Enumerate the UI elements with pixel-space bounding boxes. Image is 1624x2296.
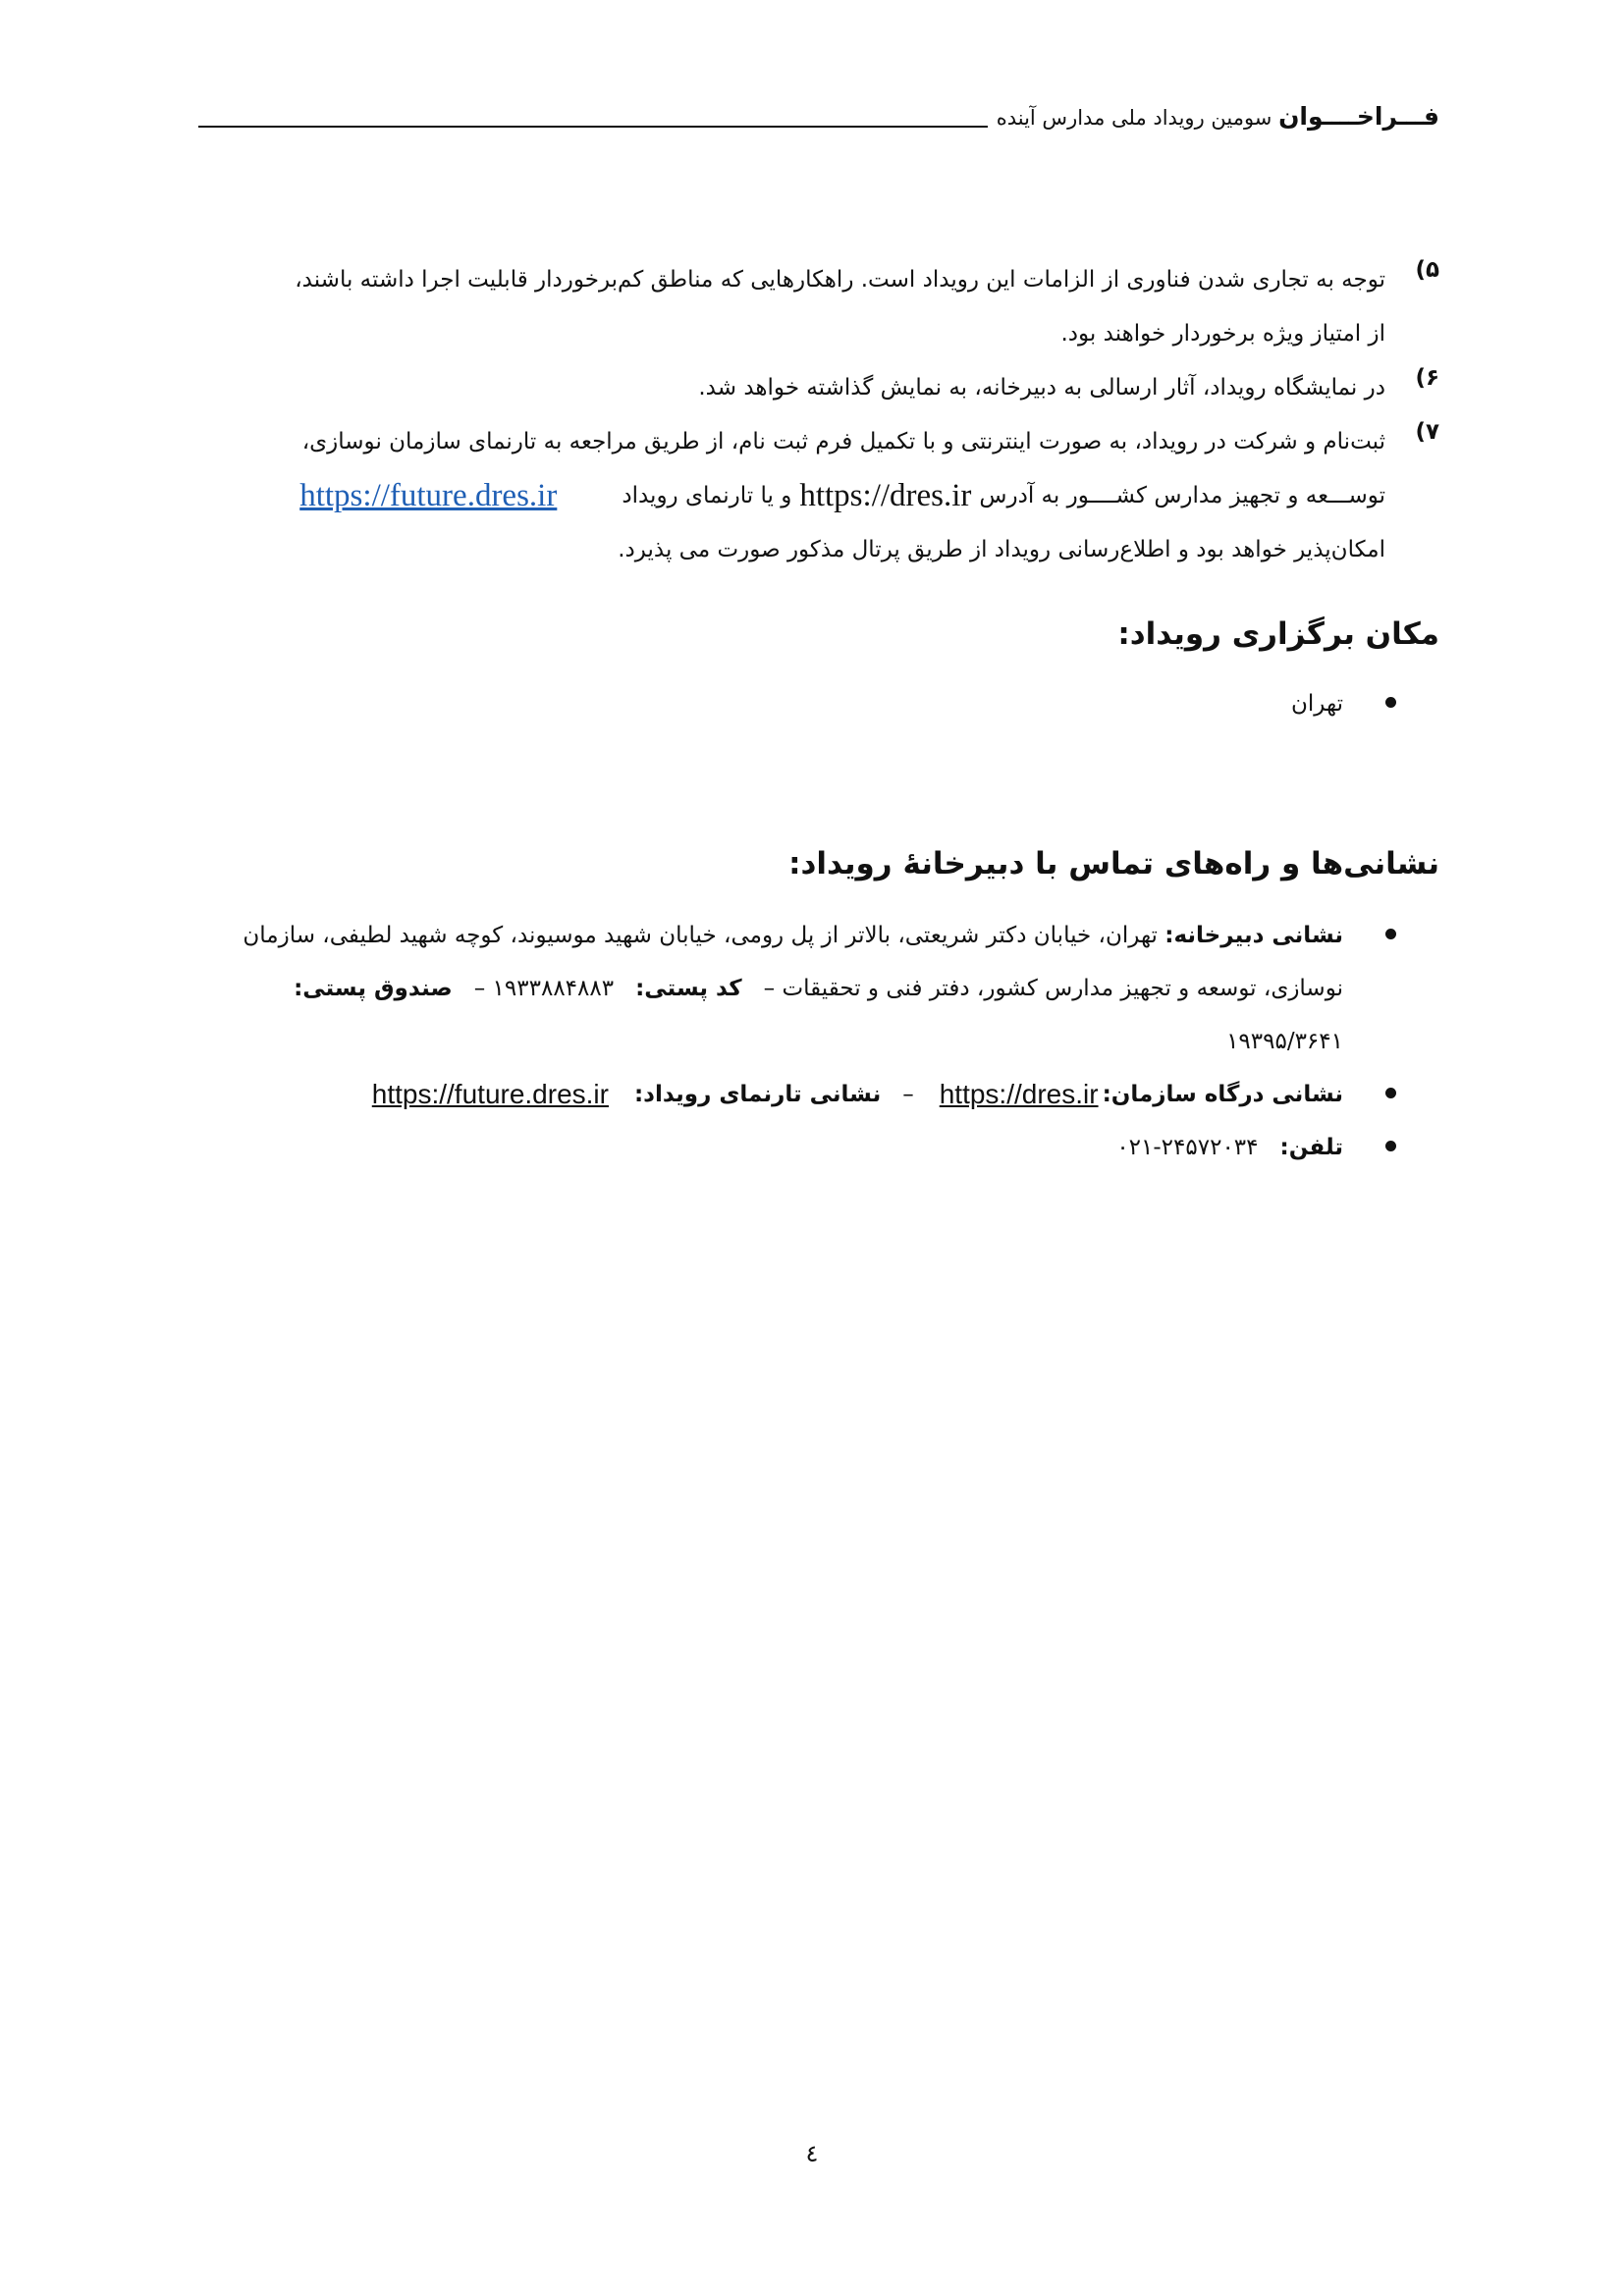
item-line: در نمایشگاه رویداد، آثار ارسالی به دبیرخانه، به نمایش گذاشته خواهد شد.: [698, 375, 1385, 400]
bullet-icon: [1385, 1141, 1396, 1151]
postal-code-value: ۱۹۳۳۸۸۴۸۸۳ –: [473, 976, 615, 1001]
venue-list: [198, 677, 1439, 730]
websites-item: [198, 1068, 1439, 1121]
venue-text: تهران: [1291, 691, 1343, 717]
separator: –: [902, 1082, 914, 1107]
address-line: ۱۹۳۹۵/۳۶۴۱: [1226, 1029, 1343, 1054]
bullet-icon: [1385, 929, 1396, 939]
item-line: توجه به تجاری شدن فناوری از الزامات این رویداد است. راهکارهایی که مناطق کم‌برخوردار قابلیت اجرا داشته باشند،: [295, 267, 1385, 293]
address-text: تهران، خیابان دکتر شریعتی، بالاتر از پل رومی، خیابان شهید موسیوند، کوچه شهید لطیفی، سازمان: [243, 923, 1158, 948]
address-line: [198, 962, 1343, 1015]
header-divider: [198, 126, 988, 128]
address-label: نشانی دبیرخانه:: [1164, 923, 1343, 948]
item-line: از امتیاز ویژه برخوردار خواهند بود.: [1060, 321, 1385, 347]
header-title-rest: سومین رویداد ملی مدارس آینده: [996, 106, 1272, 130]
websites-line: [198, 1068, 1343, 1121]
item-text: توســـعه و تجهیز مدارس کشــــور به آدرس: [979, 483, 1385, 508]
event-site-label: نشانی تارنمای رویداد:: [633, 1082, 882, 1107]
contact-heading: نشانی‌ها و راه‌های تماس با دبیرخانۀ رویداد:: [788, 846, 1439, 881]
item-number: ۷): [1415, 419, 1439, 445]
contact-list: [198, 909, 1439, 1174]
item-text: و یا تارنمای رویداد: [622, 483, 792, 508]
numbered-list: [198, 253, 1439, 577]
list-item-5: [198, 253, 1439, 361]
venue-item: [198, 677, 1439, 730]
venue-heading: مکان برگزاری رویداد:: [1117, 616, 1439, 652]
future-dres-link[interactable]: https://future.dres.ir: [299, 478, 558, 513]
dres-portal-link[interactable]: https://dres.ir: [939, 1079, 1099, 1109]
item-line: امکان‌پذیر خواهد بود و اطلاع‌رسانی رویداد از طریق پرتال مذکور صورت می پذیرد.: [618, 537, 1385, 562]
header-title-word: فـــراخــــوان: [1278, 102, 1439, 131]
phone-label: تلفن:: [1279, 1135, 1343, 1160]
postal-code-label: کد پستی:: [635, 976, 742, 1001]
phone-item: [198, 1121, 1439, 1174]
list-item-6: [198, 361, 1439, 415]
bullet-icon: [1385, 697, 1396, 708]
po-box-label: صندوق پستی:: [294, 976, 453, 1001]
portal-label: نشانی درگاه سازمان:: [1102, 1082, 1343, 1107]
item-number: ۵): [1415, 257, 1439, 283]
item-line: ثبت‌نام و شرکت در رویداد، به صورت اینترنتی و با تکمیل فرم ثبت نام، از طریق مراجعه به تارنمای سازمان نوسازی،: [301, 429, 1385, 454]
address-line: [198, 909, 1343, 962]
event-site-link[interactable]: https://future.dres.ir: [371, 1079, 609, 1109]
running-header: [997, 102, 1439, 131]
phone-value: ۰۲۱-۲۴۵۷۲۰۳۴: [1116, 1135, 1259, 1160]
page-number: ٤: [805, 2140, 819, 2167]
address-text: نوسازی، توسعه و تجهیز مدارس کشور، دفتر فنی و تحقیقات –: [763, 976, 1343, 1001]
bullet-icon: [1385, 1088, 1396, 1098]
list-item-7: [198, 415, 1439, 577]
item-number: ۶): [1415, 365, 1439, 391]
phone-line: [198, 1121, 1343, 1174]
item-line-with-links: [198, 469, 1385, 523]
dres-address-text: https://dres.ir: [799, 478, 972, 513]
address-item: [198, 909, 1439, 1068]
